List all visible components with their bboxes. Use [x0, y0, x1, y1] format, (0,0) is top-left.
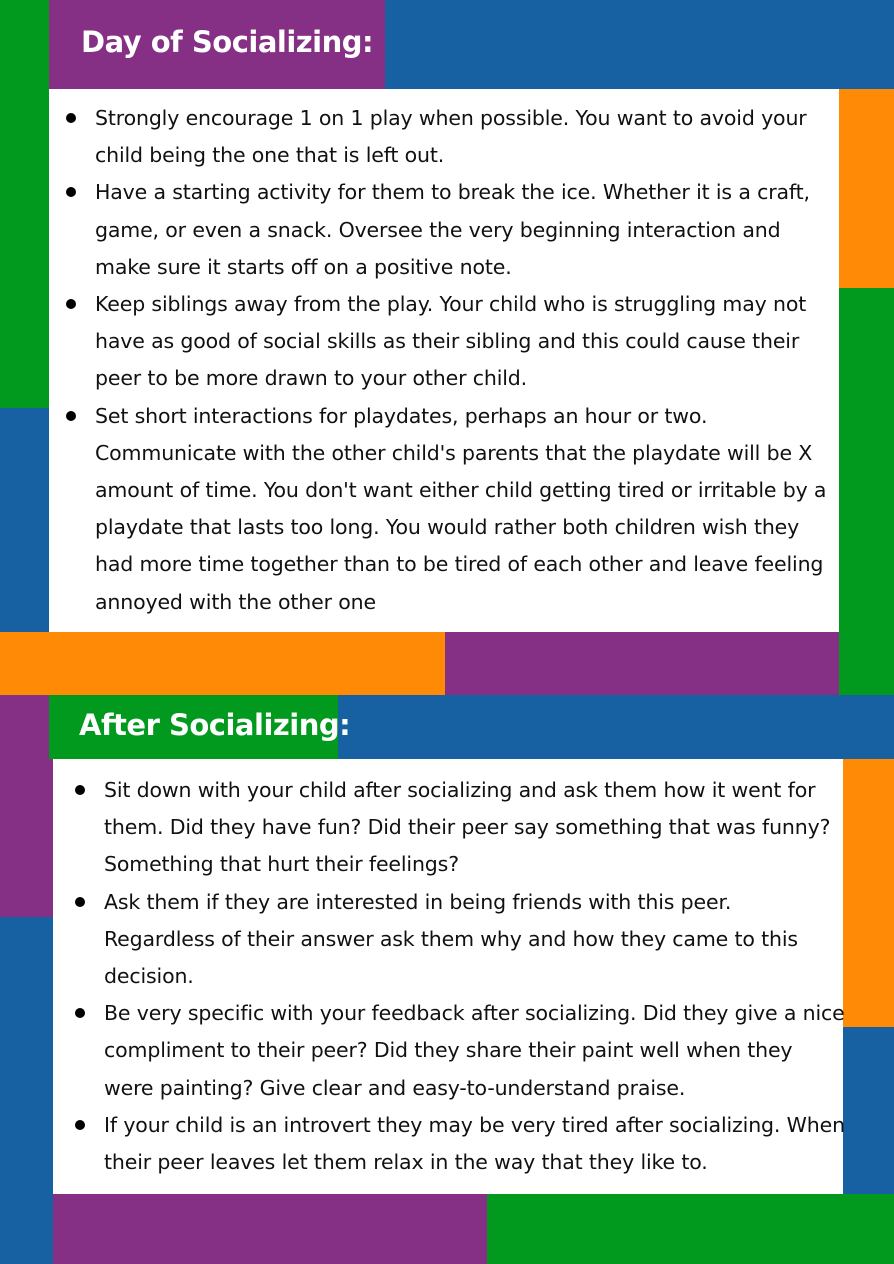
- list-item: Ask them if they are interested in being friends with this peer. Regardless of their answer ask them why and how they came to this decision.: [58, 884, 848, 996]
- bullet-list-after: [58, 772, 848, 1181]
- list-item: Be very specific with your feedback after socializing. Did they give a nice compliment to their peer? Did they share their paint well when they were painting? Give clear and easy-to-understand praise.: [58, 995, 848, 1107]
- frame-block-blue-left-bottom: [0, 917, 53, 1264]
- frame-block-orange-right-bottom: [843, 759, 894, 1027]
- list-item: If your child is an introvert they may be very tired after socializing. When their peer leaves let them relax in the way that they like to.: [58, 1107, 848, 1181]
- list-item: Strongly encourage 1 on 1 play when possible. You want to avoid your child being the one that is left out.: [49, 100, 829, 174]
- list-item: Keep siblings away from the play. Your child who is struggling may not have as good of social skills as their sibling and this could cause their peer to be more drawn to your other child.: [49, 286, 829, 398]
- list-item: Have a starting activity for them to break the ice. Whether it is a craft, game, or even a snack. Oversee the very beginning interaction and make sure it starts off on a positive note.: [49, 174, 829, 286]
- frame-block-purple-middle: [445, 632, 839, 695]
- section-title-after-socializing: After Socializing:: [79, 708, 351, 742]
- frame-block-green-bottom: [487, 1194, 894, 1264]
- frame-block-blue-top: [385, 0, 894, 89]
- frame-block-blue-right-bottom: [843, 1027, 894, 1194]
- frame-block-orange-middle: [0, 632, 445, 695]
- frame-block-blue-top-bottom: [338, 695, 894, 759]
- bullet-list-day-of: [49, 100, 829, 621]
- section-title-day-of-socializing: Day of Socializing:: [81, 25, 374, 59]
- frame-block-purple-left-bottom: [0, 695, 53, 917]
- frame-block-blue-left-top: [0, 408, 49, 632]
- frame-block-orange-right-top: [839, 89, 894, 288]
- list-item: Sit down with your child after socializing and ask them how it went for them. Did they have fun? Did their peer say something that was funny? Something that hurt their feelings?: [58, 772, 848, 884]
- frame-block-green-right-top: [839, 288, 894, 695]
- frame-block-purple-bottom: [53, 1194, 487, 1264]
- frame-block-green-left-top: [0, 0, 49, 408]
- list-item: Set short interactions for playdates, perhaps an hour or two. Communicate with the other child's parents that the playdate will be X amount of time. You don't want either child getting tired or irritable by a playdate that lasts too long. You would rather both children wish they had more time together than to be tired of each other and leave feeling annoyed with the other one: [49, 398, 829, 621]
